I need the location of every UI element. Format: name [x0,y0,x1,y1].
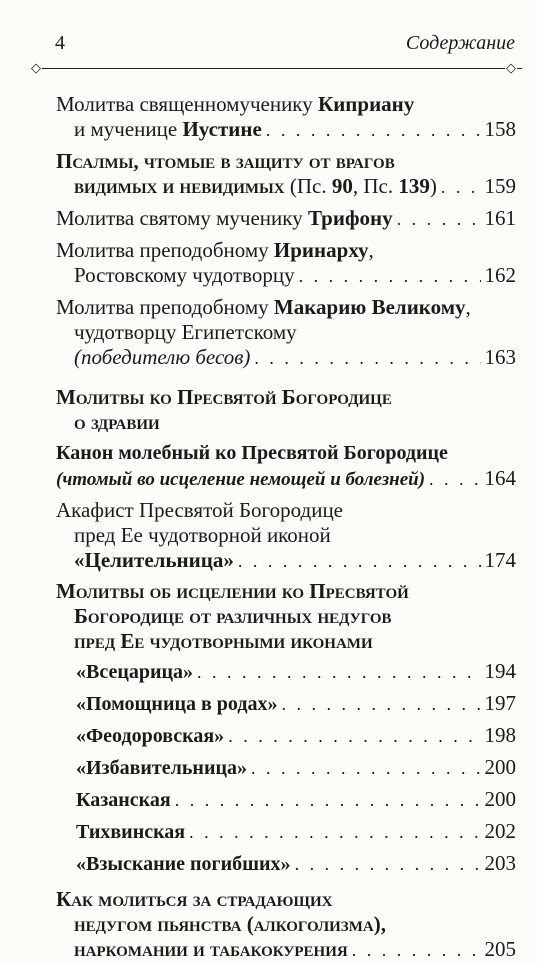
icon-title: «Взыскание погибших» [76,853,291,875]
header-rule [32,68,522,69]
icon-title: «Избавительница» [76,757,247,779]
section-heading: Богородице от различных недугов [74,604,392,628]
toc-section-heading [56,385,516,435]
toc-entry[interactable] [56,149,516,200]
diamond-ornament-icon: ◇ [506,60,516,75]
entry-text: , Пс. [352,174,399,198]
running-title: Содержание [405,32,515,54]
entry-heading: видимых и невидимых [74,174,285,198]
toc-entry[interactable] [56,819,516,845]
entry-name: Трифону [307,206,393,230]
page-ref: 205 [484,937,516,961]
toc-entry[interactable] [56,723,516,749]
page-ref: 158 [484,117,516,141]
toc-section-heading [56,579,516,654]
dot-leader [429,467,480,492]
diamond-ornament-icon: ◇ [31,60,41,75]
entry-text: чудотворцу Египетскому [74,320,297,344]
page-ref: 197 [484,691,516,715]
toc-entry[interactable] [56,92,516,143]
toc-entry[interactable] [56,787,516,813]
page-ref: 159 [484,174,516,198]
page-ref: 161 [484,206,516,230]
dot-leader [441,175,481,200]
dot-leader [266,118,481,143]
icon-title: Тихвинская [76,821,186,843]
icon-title: «Помощница в родах» [76,693,278,715]
entry-name: Иринарху [273,238,369,262]
page-ref: 200 [484,755,516,779]
psalm-number: 139 [398,174,430,198]
dot-leader [281,692,480,717]
dot-leader [352,938,481,963]
toc-entry[interactable] [56,206,516,232]
dot-leader [254,346,480,371]
entry-text: Акафист Пресвятой Богородице [56,498,344,522]
entry-name: Иустине [182,117,262,141]
entry-text: (Пс. [284,174,332,198]
page-ref: 200 [484,787,516,811]
page-ref: 162 [484,263,516,287]
page-ref: 174 [484,548,516,572]
section-heading: Молитвы ко Пресвятой Богородице [56,385,392,409]
toc-entry[interactable] [56,659,516,685]
entry-text: , [368,238,374,262]
running-header [55,32,515,62]
entry-name: Киприану [317,92,415,116]
toc-entry[interactable] [56,887,516,963]
psalm-number: 90 [331,174,353,198]
icon-title: «Феодоровская» [76,725,225,747]
entry-text: Молитва преподобному [56,238,274,262]
entry-name: «Целительница» [74,548,234,572]
dot-leader [228,724,480,749]
page-ref: 163 [484,345,516,369]
section-heading: Молитвы об исцелении ко Пресвятой [56,579,409,603]
toc-entry[interactable] [56,441,516,492]
page-ref: 194 [484,659,516,683]
entry-name: Макарию Великому [273,295,466,319]
toc-entry[interactable] [56,755,516,781]
icon-title: «Всецарица» [76,661,194,683]
dot-leader [238,549,481,574]
entry-text: Молитва преподобному [56,295,274,319]
entry-note: (победителю бесов) [74,345,251,369]
entry-text: Молитва священномученику [56,92,318,116]
page-ref: 164 [484,466,516,490]
dot-leader [295,852,481,877]
entry-heading: Как молиться за страдающих [56,887,333,911]
entry-text: и мученице [74,117,183,141]
dot-leader [251,756,481,781]
toc-entry[interactable] [56,498,516,574]
section-heading: пред Ее чудотворными иконами [74,629,373,653]
toc-entry[interactable] [56,691,516,717]
page-ref: 202 [484,819,516,843]
page-ref: 203 [484,851,516,875]
entry-heading: Канон молебный ко Пресвятой Богородице [56,442,448,464]
dot-leader [397,207,481,232]
section-heading: о здравии [74,410,160,434]
page-ref: 198 [484,723,516,747]
entry-text: Ростовскому чудотворцу [74,263,295,287]
entry-text: Молитва святому мученику [56,206,308,230]
entry-heading: наркомании и табакокурения [74,937,348,961]
entry-note: (чтомый во исцеление немощей и болезней) [56,469,426,490]
entry-text: пред Ее чудотворной иконой [74,523,331,547]
toc-entry[interactable] [56,295,516,371]
dot-leader [197,660,480,685]
dot-leader [299,264,481,289]
entry-heading: недугом пьянства (алкоголизма), [74,912,386,936]
page-number: 4 [55,32,65,54]
entry-heading: Псалмы, чтомые в защиту от врагов [56,149,395,173]
entry-text: , [465,295,471,319]
dot-leader [175,788,481,813]
dot-leader [189,820,480,845]
toc-entry[interactable] [56,238,516,289]
icon-title: Казанская [76,789,171,811]
table-of-contents [56,92,516,963]
entry-text: ) [429,174,437,198]
toc-entry[interactable] [56,851,516,877]
